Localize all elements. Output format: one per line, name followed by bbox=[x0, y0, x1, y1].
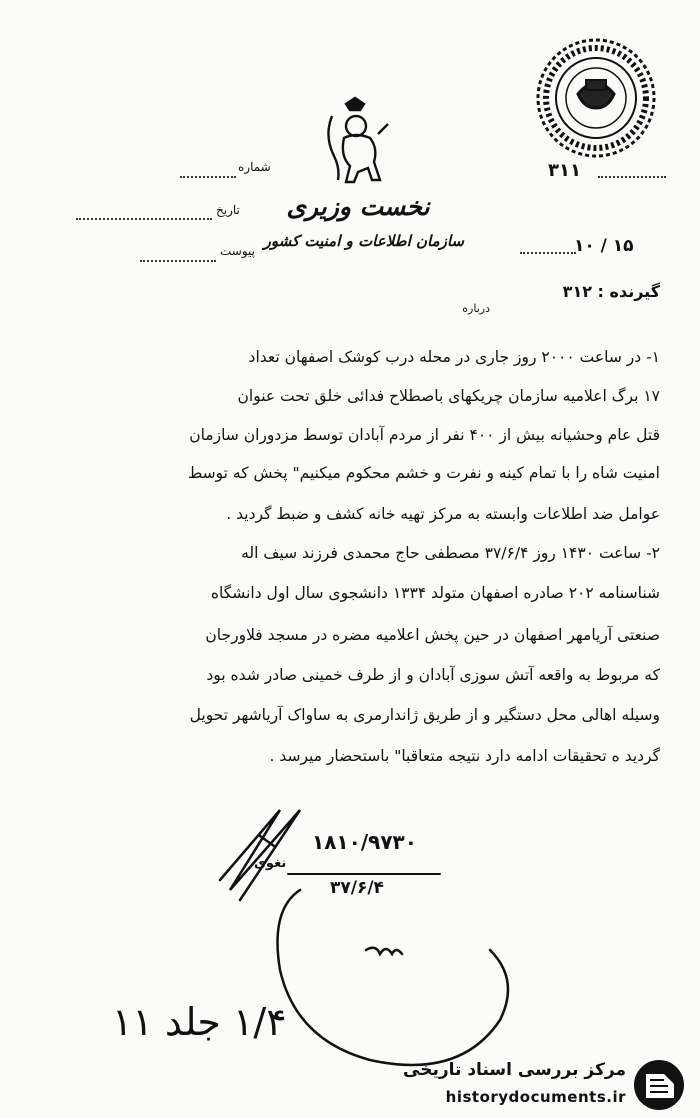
attachment-dotted-line bbox=[140, 260, 216, 262]
body-line-4: امنیت شاه را با تمام کینه و نفرت و خشم محکوم میکنیم" پخش که توسط bbox=[187, 464, 660, 482]
body-line-11: گردید ه تحقیقات ادامه دارد نتیجه متعاقبا" باستحضار میرسد . bbox=[269, 747, 660, 765]
body-line-8: صنعتی آریامهر اصفهان در حین پخش اعلامیه مضره در مسجد فلاورجان bbox=[205, 626, 660, 644]
body-line-3: قتل عام وحشیانه بیش از ۴۰۰ نفر از مردم آبادان توسط مزدوران سازمان bbox=[189, 426, 660, 444]
date-dotted-line bbox=[76, 218, 212, 220]
letter-date-value: ۱۰ / ۱۵ bbox=[574, 236, 634, 256]
department-label: نغوی bbox=[254, 856, 287, 871]
body-line-10: وسیله اهالی محل دستگیر و از طریق ژاندارمری به ساواک آریاشهر تحویل bbox=[189, 706, 660, 724]
lion-and-sun-emblem-icon bbox=[318, 96, 392, 186]
organization-title: نخست وزیری bbox=[286, 192, 430, 221]
recipients-label: گیرنده : ۳۱۲ bbox=[562, 282, 660, 301]
body-line-1: ۱- در ساعت ۲۰۰۰ روز جاری در محله درب کوشک اصفهان تعداد bbox=[248, 348, 660, 366]
body-line-6: ۲- ساعت ۱۴۳۰ روز ۳۷/۶/۴ مصطفی حاج محمدی فرزند سیف اله bbox=[241, 544, 660, 562]
number-label: شماره bbox=[238, 160, 271, 174]
footer-url: historydocuments.ir bbox=[445, 1088, 626, 1106]
official-seal-icon bbox=[534, 36, 658, 160]
archive-logo-icon bbox=[632, 1058, 686, 1112]
date-label: تاریخ bbox=[216, 203, 240, 217]
body-line-9: که مربوط به واقعه آتش سوزی آبادان و از طرف خمینی صادر شده بود bbox=[206, 666, 660, 684]
handwritten-file-note: ۱/۴ جلد ۱۱ bbox=[112, 1000, 287, 1044]
signature-date: ۳۷/۶/۴ bbox=[330, 878, 384, 898]
footer-organization-text: مرکز بررسی اسناد تاریخی bbox=[403, 1060, 626, 1080]
letter-number-dotted-line bbox=[598, 176, 666, 178]
letter-date-dotted-line bbox=[520, 252, 576, 254]
subject-label: درباره bbox=[462, 302, 490, 315]
reference-number: ۱۸۱۰/۹۷۳۰ bbox=[312, 830, 417, 854]
attachment-label: پیوست bbox=[220, 244, 255, 258]
organization-subtitle: سازمان اطلاعات و امنیت کشور bbox=[263, 232, 464, 250]
number-dotted-line bbox=[180, 176, 236, 178]
body-line-2: ۱۷ برگ اعلامیه سازمان چریکهای باصطلاح فدائی خلق تحت عنوان bbox=[237, 387, 660, 405]
body-line-5: عوامل ضد اطلاعات وابسته به مرکز تهیه خانه کشف و ضبط گردید . bbox=[226, 505, 660, 523]
letter-number-value: ۳۱۱ bbox=[548, 160, 581, 181]
body-line-7: شناسنامه ۲۰۲ صادره اصفهان متولد ۱۳۳۴ دانشجوی سال اول دانشگاه bbox=[210, 584, 660, 602]
